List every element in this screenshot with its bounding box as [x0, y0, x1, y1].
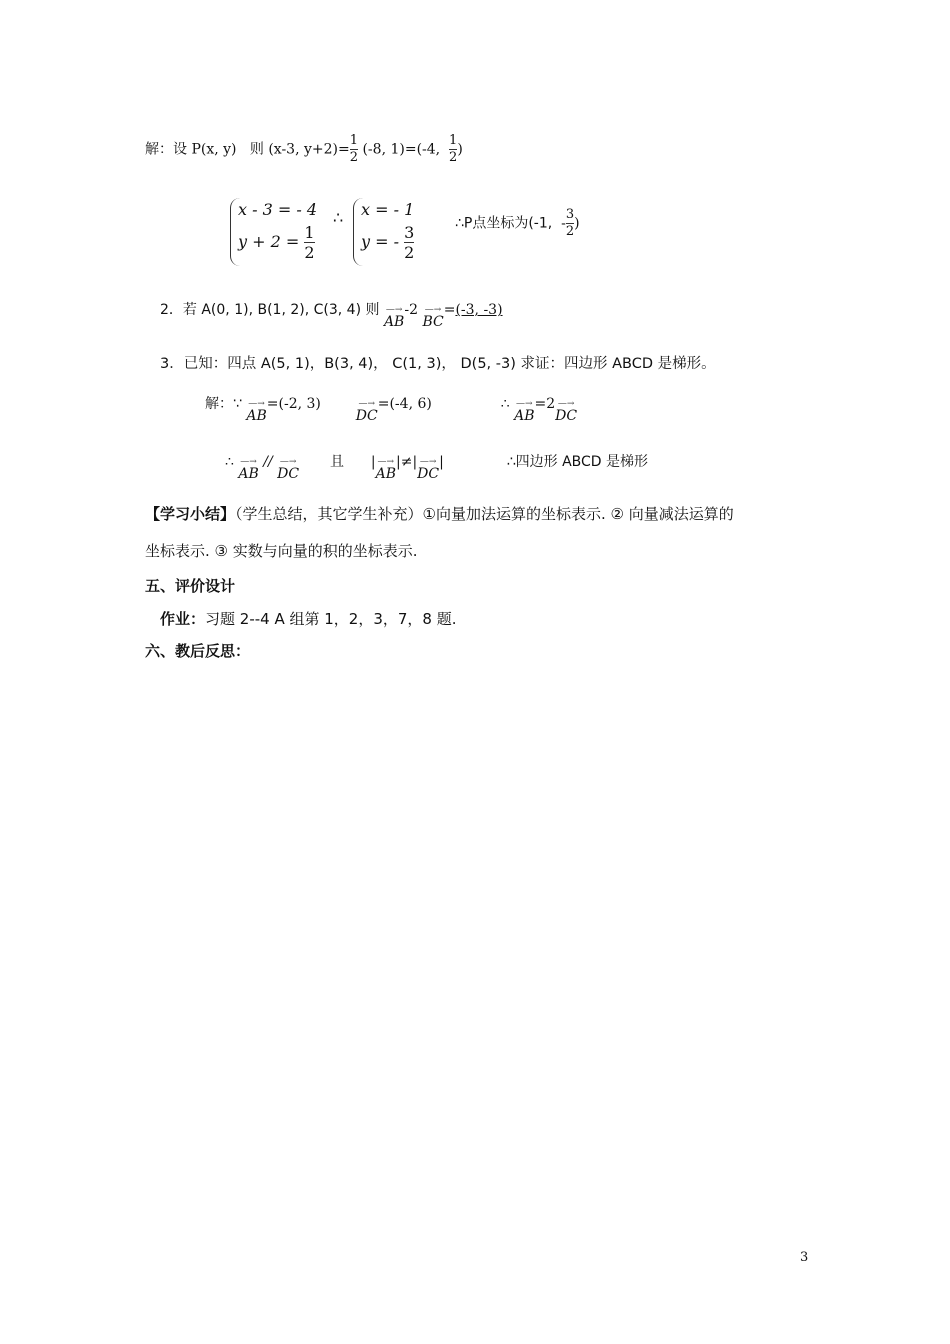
eq2: =	[404, 141, 417, 158]
system1-row1: x - 3 = - 4	[238, 200, 318, 219]
fraction-half: $\frac{1}{2}$	[349, 133, 359, 165]
page-number: 3	[800, 1250, 809, 1265]
expr: (x-3, y+2)	[268, 141, 338, 158]
fraction-result: $\frac{1}{2}$	[449, 133, 458, 165]
result-a: (-4,	[416, 141, 441, 158]
homework-line: 作业：习题 2--4 A 组第 1，2，3，7，8 题.	[160, 610, 457, 628]
summary-line-1: 【学习小结】（学生总结，其它学生补充）①向量加法运算的坐标表示. ② 向量减法运算的	[145, 505, 734, 523]
system2-row2: y = - $\frac{3}{2}$	[361, 223, 415, 262]
point-p: P(x, y)	[191, 141, 237, 158]
solve-label: 解：设	[145, 141, 187, 158]
system1-row2: y + 2 = $\frac{1}{2}$	[238, 223, 315, 262]
vector-value: (-8, 1)	[362, 141, 405, 158]
then-label: 则	[249, 141, 264, 158]
p-coordinate: ∴P点坐标为(-1, - $\frac{3}{2}$ )	[455, 207, 580, 239]
close-paren: )	[457, 141, 463, 158]
answer-q2: (-3, -3)	[455, 302, 503, 318]
summary-line-2: 坐标表示. ③ 实数与向量的积的坐标表示.	[145, 542, 418, 560]
summary-head: 【学习小结】	[145, 505, 236, 523]
solution-line-1	[145, 134, 463, 165]
system2-row1: x = - 1	[361, 200, 415, 219]
solution-3-line-2: ∴ —→ AB // —→ DC 且 | —→ AB |≠| —→ DC | ∴四边形 ABCD 是梯形	[225, 454, 649, 482]
solution-3-line-1: 解：∵ —→ AB =(-2, 3) —→ DC =(-4, 6) ∴ —→ AB =2 —→ DC	[205, 396, 578, 424]
question-2: 2．若 A(0, 1), B(1, 2), C(3, 4) 则 —→ AB -2 —→ BC =(-3, -3)	[160, 302, 503, 330]
section-6-heading: 六、教后反思：	[145, 642, 251, 660]
question-3: 3．已知：四点 A(5, 1)，B(3, 4)， C(1, 3)， D(5, -3) 求证：四边形 ABCD 是梯形。	[160, 356, 716, 372]
eq: =	[338, 141, 350, 158]
therefore-symbol: ∴	[333, 208, 344, 227]
section-5-heading: 五、评价设计	[145, 577, 236, 595]
